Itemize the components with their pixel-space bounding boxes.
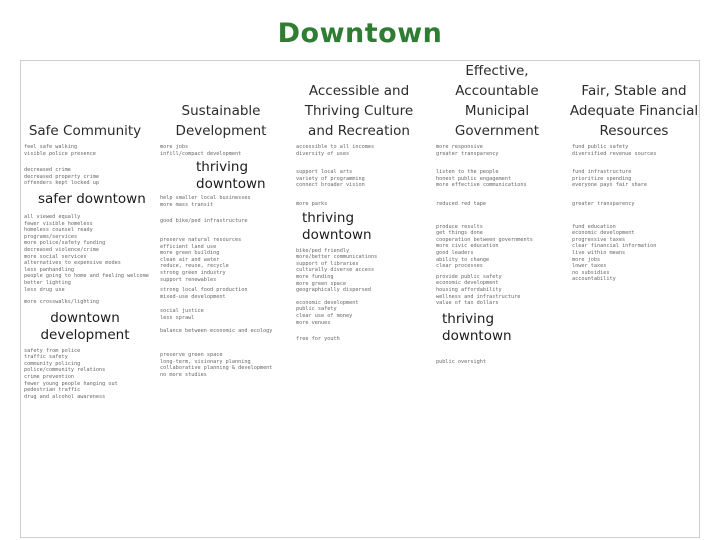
list-item: support local arts <box>296 169 353 176</box>
list-item: economic development <box>572 230 635 237</box>
list-item: all viewed equally <box>24 213 81 220</box>
list-item: crime prevention <box>24 374 74 381</box>
list-item: visible police presence <box>24 150 96 157</box>
list-item: pedestrian traffic <box>24 387 81 394</box>
list-item: people going to home and feeling welcome <box>24 273 149 280</box>
list-item: homeless counsel ready <box>24 227 93 234</box>
list-item: economic development <box>436 280 499 287</box>
list-item: safety from police <box>24 347 81 354</box>
list-item: police/community relations <box>24 367 106 374</box>
list-item: provide public safety <box>436 273 502 280</box>
list-item: infill/compact development <box>160 150 242 157</box>
list-item: clear financial information <box>572 243 657 250</box>
list-item: more responsive <box>436 144 483 150</box>
list-item: less drug use <box>24 286 65 293</box>
list-item: fewer young people hanging out <box>24 380 118 387</box>
list-item: less panhandling <box>24 266 74 273</box>
list-item: good bike/ped infrastructure <box>160 218 248 225</box>
list-item: more mass transit <box>160 201 214 208</box>
list-item: more crosswalks/lighting <box>24 299 99 306</box>
list-item: drug and alcohol awareness <box>24 393 106 400</box>
list-item: connect broader vision <box>296 182 365 189</box>
list-item: more social services <box>24 253 87 260</box>
list-item: decreased property crime <box>24 173 99 180</box>
list-item: decreased violence/crime <box>24 246 99 253</box>
list-item: strong green industry <box>160 269 226 276</box>
list-item: produce results <box>436 223 483 230</box>
column-items <box>432 144 562 365</box>
list-item: no subsidies <box>572 269 610 276</box>
list-item: mixed-use development <box>160 293 226 300</box>
list-item: listen to the people <box>436 169 499 176</box>
list-item: more parks <box>296 200 328 207</box>
list-item: preserve green space <box>160 352 223 359</box>
list-item: strong local food production <box>160 287 248 294</box>
list-item: diversified revenue sources <box>572 150 657 157</box>
column-culture-recreation <box>292 60 426 538</box>
list-item: everyone pays fair share <box>572 182 647 189</box>
list-item: less sprawl <box>160 314 195 321</box>
column-safe-community <box>20 60 150 538</box>
list-item: progressive taxes <box>572 236 626 243</box>
column-items <box>292 144 426 343</box>
list-item: offenders kept locked up <box>24 180 99 187</box>
list-item: geographically dispersed <box>296 287 371 294</box>
list-item: variety of programming <box>296 175 365 182</box>
column-sustainable-development <box>156 60 286 538</box>
list-item: public oversight <box>436 358 486 365</box>
list-item: more/better communications <box>296 254 378 261</box>
list-item: reduce, reuse, recycle <box>160 263 229 270</box>
column-municipal-government <box>432 60 562 538</box>
list-item: accessible to all incomes <box>296 144 375 150</box>
list-item: accountability <box>572 276 616 283</box>
list-item: more effective communications <box>436 182 527 189</box>
section-title: thriving downtown <box>196 159 266 193</box>
list-item: clear use of money <box>296 312 353 319</box>
list-item: programs/services <box>24 233 78 240</box>
list-item: greater transparency <box>572 200 635 207</box>
list-item: diversity of uses <box>296 150 350 157</box>
list-item: help smaller local businesses <box>160 195 251 202</box>
list-item: fewer visible homeless <box>24 220 93 227</box>
list-item: collaborative planning & development <box>160 365 273 372</box>
list-item: support renewables <box>160 276 217 283</box>
section-title: safer downtown <box>38 190 146 207</box>
list-item: reduced red tape <box>436 200 486 207</box>
list-item: efficient land use <box>160 243 217 250</box>
list-item: housing affordability <box>436 286 502 293</box>
page-title: Downtown <box>277 18 443 49</box>
list-item: fund infrastructure <box>572 169 632 176</box>
list-item: no more studies <box>160 371 207 378</box>
list-item: honest public engagement <box>436 175 511 182</box>
section-title: downtown development <box>40 309 130 343</box>
list-item: support of libraries <box>296 260 359 267</box>
list-item: social justice <box>160 308 204 315</box>
list-item: traffic safety <box>24 354 68 361</box>
list-item: value of tax dollars <box>436 300 499 307</box>
section-title: thriving downtown <box>302 209 372 243</box>
list-item: get things done <box>436 230 483 237</box>
column-header: Safe Community <box>28 123 142 139</box>
list-item: more jobs <box>160 144 189 150</box>
column-financial-resources <box>568 60 700 538</box>
list-item: clear processes <box>436 263 483 270</box>
list-item: balance between economic and ecology <box>160 327 273 334</box>
column-header: Fair, Stable and Adequate Financial Resources <box>569 83 699 139</box>
list-item: better lighting <box>24 279 71 286</box>
list-item: feel safe walking <box>24 144 78 150</box>
column-header: Sustainable Development <box>175 103 267 139</box>
list-item: alternatives to expensive modes <box>24 260 121 267</box>
list-item: ability to change <box>436 256 490 263</box>
list-item: fund public safety <box>572 144 629 150</box>
column-items <box>20 144 150 400</box>
list-item: good leaders <box>436 249 474 256</box>
section-title: thriving downtown <box>442 310 512 344</box>
list-item: cooperation between governments <box>436 236 533 243</box>
list-item: more civic education <box>436 243 499 250</box>
column-items <box>156 144 286 378</box>
list-item: more green space <box>296 280 346 287</box>
list-item: more venues <box>296 319 331 326</box>
list-item: economic development <box>296 299 359 306</box>
list-item: decreased crime <box>24 167 71 174</box>
list-item: lower taxes <box>572 263 607 270</box>
list-item: more funding <box>296 273 334 280</box>
column-header: Effective, Accountable Municipal Government <box>454 63 540 139</box>
list-item: free for youth <box>296 336 340 343</box>
column-items <box>568 144 700 283</box>
list-item: community policing <box>24 360 81 367</box>
list-item: long-term, visionary planning <box>160 358 251 365</box>
list-item: preserve natural resources <box>160 236 242 243</box>
list-item: prioritize spending <box>572 175 632 182</box>
list-item: live within means <box>572 249 626 256</box>
list-item: more green building <box>160 250 220 257</box>
list-item: clean air and water <box>160 256 220 263</box>
list-item: more police/safety funding <box>24 240 106 247</box>
column-header: Accessible and Thriving Culture and Recreation <box>304 83 414 139</box>
list-item: bike/ped friendly <box>296 247 350 254</box>
list-item: more jobs <box>572 256 601 263</box>
list-item: culturally diverse access <box>296 267 375 274</box>
list-item: fund education <box>572 223 616 230</box>
list-item: wellness and infrastructure <box>436 293 521 300</box>
list-item: public safety <box>296 306 337 313</box>
spacer <box>20 157 150 167</box>
list-item: greater transparency <box>436 150 499 157</box>
